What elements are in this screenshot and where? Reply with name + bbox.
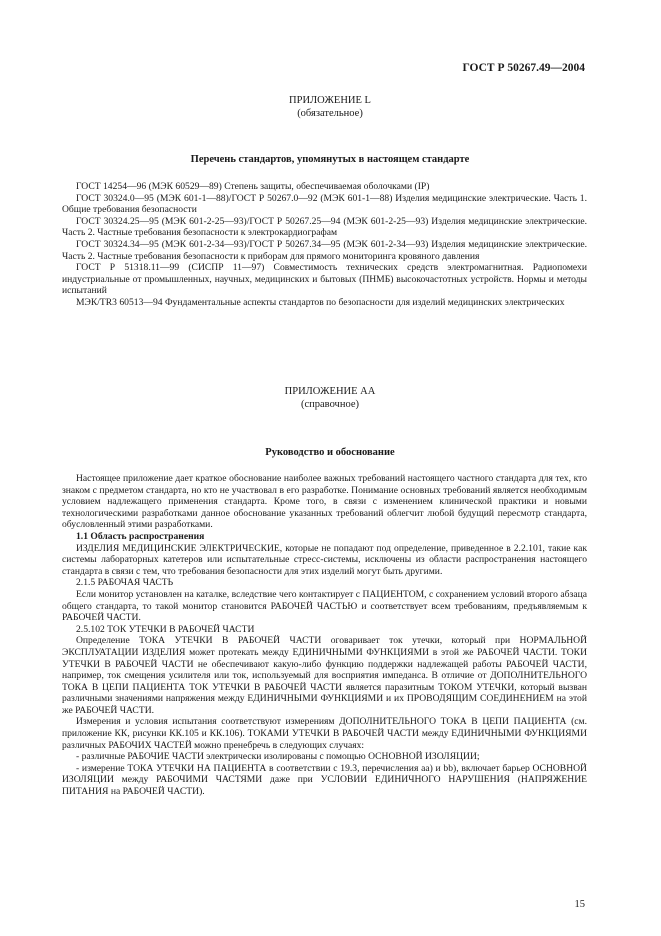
standard-item: ГОСТ Р 51318.11—99 (СИСПР 11—97) Совместимость технических средств электромагнитная. Радиопомехи индустриальные от промышленных, научных, медицинских и бытовых (ПНМБ) высокочастотных устройств. Нормы и методы испытаний — [62, 262, 587, 297]
standard-item: ГОСТ 30324.0—95 (МЭК 601-1—88)/ГОСТ Р 50267.0—92 (МЭК 601-1—88) Изделия медицинские электрические. Часть 1. Общие требования безопасности — [62, 192, 587, 216]
intro-paragraph: Настоящее приложение дает краткое обоснование наиболее важных требований настоящего частного стандарта для тех, кто знаком с предметом стандарта, но кто не участвовал в его разработке. Понимание основных требований является необходимым условием надлежащего применения стандарта. Кроме того, в связи с изменением клинической практики и новыми технологическими разработками данное обоснование указанных требований облегчит любой будущий пересмотр стандарта, обусловленный этими разработками. — [62, 473, 587, 531]
appendix-l-title: ПРИЛОЖЕНИЕ L — [289, 95, 371, 106]
guidance-body — [62, 473, 587, 798]
section-applied-part-title: 2.1.5 РАБОЧАЯ ЧАСТЬ — [76, 577, 174, 589]
section-leakage-text: Определение ТОКА УТЕЧКИ В РАБОЧЕЙ ЧАСТИ оговаривает ток утечки, который при НОРМАЛЬНОЙ ЭКСПЛУАТАЦИИ ИЗДЕЛИЯ может протекать между ЕДИНИЧНЫМИ ФУНКЦИЯМИ в этой же РАБОЧЕЙ ЧАСТИ. ТОКИ УТЕЧКИ В РАБОЧЕЙ ЧАСТИ не обеспечивают какую-либо функцию поддержки надлежащей работы РАБОЧЕЙ ЧАСТИ, например, ток смещения усилителя или ток, используемый для восприятия импеданса. В отличие от ДОПОЛНИТЕЛЬНОГО ТОКА В ЦЕПИ ПАЦИЕНТА ТОК УТЕЧКИ В РАБОЧЕЙ ЧАСТИ является паразитным ТОКОМ УТЕЧКИ, который вызван различными значениями напряжения между ЕДИНИЧНЫМИ ФУНКЦИЯМИ и их ПРОВОДЯЩИМ СОЕДИНЕНИЕМ на этой же РАБОЧЕЙ ЧАСТИ. — [62, 635, 587, 716]
standard-item: МЭК/TR3 60513—94 Фундаментальные аспекты стандартов по безопасности для изделий медицинских электрических — [76, 296, 565, 308]
standard-item: ГОСТ 30324.25—95 (МЭК 601-2-25—93)/ГОСТ Р 50267.25—94 (МЭК 601-2-25—93) Изделия медицинские электрические. Часть 2. Частные требования безопасности к электрокардиографам — [62, 215, 587, 239]
appendix-l-heading — [60, 94, 600, 120]
section-scope-text: ИЗДЕЛИЯ МЕДИЦИНСКИЕ ЭЛЕКТРИЧЕСКИЕ, которые не попадают под определение, приведенное в 2.2.101, такие как системы лабораторных катетеров или испытательные стресс-системы, исключены из области распространения настоящего стандарта в связи с тем, что требования безопасности для этих изделий могут быть другими. — [62, 542, 587, 577]
section-scope-title: 1.1 Область распространения — [76, 530, 205, 542]
appendix-l-status: (обязательное) — [297, 108, 363, 119]
section-applied-part-text: Если монитор установлен на каталке, вследствие чего контактирует с ПАЦИЕНТОМ, с сохранением условий второго абзаца общего стандарта, то такой монитор становится РАБОЧЕЙ ЧАСТЬЮ и соответствует всем требованиям, предъявляемым к РАБОЧЕЙ ЧАСТИ. — [62, 588, 587, 624]
list-item: - различные РАБОЧИЕ ЧАСТИ электрически изолированы с помощью ОСНОВНОЙ ИЗОЛЯЦИИ; — [76, 751, 480, 763]
standards-list-heading: Перечень стандартов, упомянутых в настоящем стандарте — [190, 154, 470, 165]
appendix-aa-heading — [60, 385, 600, 411]
section-leakage-text-2: Измерения и условия испытания соответствуют измерениям ДОПОЛНИТЕЛЬНОГО ТОКА В ЦЕПИ ПАЦИЕНТА (см. приложение КК, рисунки КК.105 и КК.106). ТОКАМИ УТЕЧКИ В РАБОЧЕЙ ЧАСТИ между ЕДИНИЧНЫМИ ФУНКЦИЯМИ различных РАБОЧИХ ЧАСТЕЙ можно пренебречь в следующих случаях: — [62, 716, 587, 751]
appendix-aa-status: (справочное) — [301, 399, 359, 410]
section-leakage-title: 2.5.102 ТОК УТЕЧКИ В РАБОЧЕЙ ЧАСТИ — [76, 623, 255, 635]
document-code-header: ГОСТ Р 50267.49—2004 — [462, 62, 585, 74]
list-item: - измерение ТОКА УТЕЧКИ НА ПАЦИЕНТА в соответствии с 19.3, перечисления аа) и bb), включает барьер ОСНОВНОЙ ИЗОЛЯЦИИ между РАБОЧИМИ ЧАСТЯМИ даже при УСЛОВИИ ЕДИНИЧНОГО НАРУШЕНИЯ (НАПРЯЖЕНИЕ ПИТАНИЯ на РАБОЧЕЙ ЧАСТИ). — [62, 762, 587, 798]
standards-list — [62, 181, 587, 309]
standard-item: ГОСТ 30324.34—95 (МЭК 601-2-34—93)/ГОСТ Р 50267.34—95 (МЭК 601-2-34—93) Изделия медицинские электрические. Часть 2. Частные требования безопасности к приборам для прямого мониторинга кровяного давления — [62, 238, 587, 262]
guidance-heading: Руководство и обоснование — [265, 447, 395, 458]
page-number: 15 — [574, 899, 585, 910]
standard-item: ГОСТ 14254—96 (МЭК 60529—89) Степень защиты, обеспечиваемая оболочками (IP) — [76, 181, 430, 192]
appendix-aa-title: ПРИЛОЖЕНИЕ АА — [284, 386, 376, 397]
